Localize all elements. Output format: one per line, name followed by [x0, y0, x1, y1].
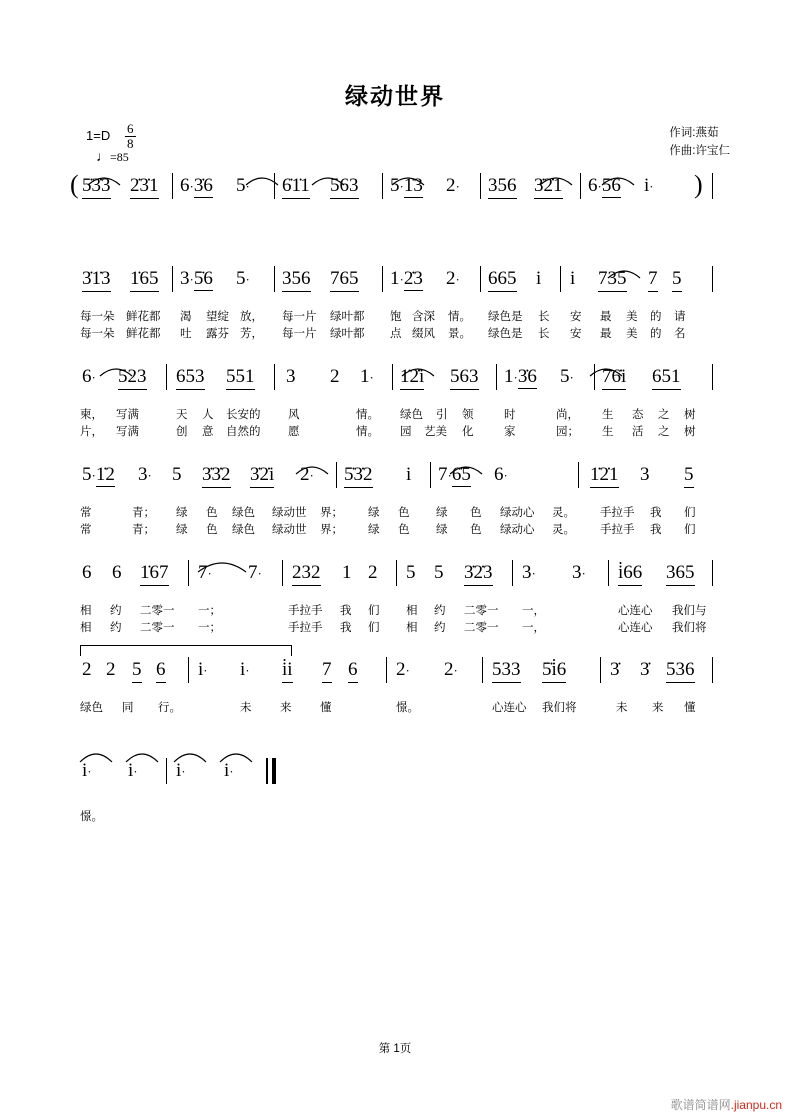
time-signature-numerator: 6 [127, 121, 134, 136]
note-group: 563 [330, 175, 359, 199]
note-group: 5 [172, 464, 182, 485]
composer: 作曲:许宝仁 [669, 145, 730, 158]
note-group: 7· [198, 562, 212, 583]
note-group: 3̇1̇3 [82, 268, 111, 292]
barline [608, 560, 609, 586]
note-group: i· [176, 760, 186, 781]
note-group: 6 [112, 562, 122, 583]
note-group: 3· [138, 464, 152, 485]
note-group: 3̇ [610, 659, 620, 680]
barline [274, 364, 275, 390]
barline [382, 266, 383, 292]
note-group: 563 [450, 366, 479, 390]
barline [166, 364, 167, 390]
page-footer: 第 1页 [378, 1043, 412, 1055]
note-group: 3̇2̇1 [534, 175, 563, 199]
note-group: 3̇ [640, 659, 650, 680]
note-group: 6· [494, 464, 508, 485]
system-1-notes [0, 170, 790, 209]
note-group: 6 [348, 659, 358, 683]
note-group: 5·1̇3 [390, 175, 423, 196]
note-group: 7· [248, 562, 262, 583]
note-group: i [406, 464, 412, 485]
watermark-site: .jianpu.cn [730, 1098, 782, 1112]
barline [282, 560, 283, 586]
system-3-lyrics-verse2: 片， 写满 创 意 自然的 愿 情。 园 艺美 化 家 园； 生 活 之 树 [80, 426, 696, 438]
page-title: 绿动世界 [345, 83, 445, 109]
watermark-text: 歌谱简谱网 [670, 1098, 731, 1112]
note-group: 5 [406, 562, 416, 583]
system-4-lyrics-verse2: 常 青； 绿 色 绿色 绿动世 界； 绿 色 绿 色 绿动心 灵。 手拉手 我 们 [80, 524, 696, 536]
barline [188, 657, 189, 683]
note-group: 1· [360, 366, 374, 387]
barline [512, 560, 513, 586]
note-group: i· [644, 175, 654, 196]
note-group: 5̇i̇6 [542, 659, 566, 683]
note-group: 356 [282, 268, 311, 292]
note-group: 5 [684, 464, 694, 488]
note-group: 765 [330, 268, 359, 292]
barline [482, 657, 483, 683]
note-group: 356 [488, 175, 517, 199]
note-group: 6 [156, 659, 166, 683]
system-6-lyrics: 绿色 同 行。 未 来 懂 憬。 心连心 我们将 未 来 懂 [80, 702, 696, 714]
note-group: 2· [446, 268, 460, 289]
time-signature-denominator: 8 [127, 135, 134, 151]
note-group: 6· [82, 366, 96, 387]
barline [712, 364, 713, 390]
repeat-paren-close: ) [694, 170, 703, 199]
note-group: 2 [330, 366, 340, 387]
note-group: 5 [132, 659, 142, 683]
note-group: 5 [434, 562, 444, 583]
barline [712, 266, 713, 292]
barline [712, 657, 713, 683]
tempo-marking [96, 150, 129, 166]
note-group: i· [240, 659, 250, 680]
note-group: 5 [672, 268, 682, 292]
note-group: 2 [82, 659, 92, 680]
note-group: 1 [342, 562, 352, 583]
note-group: 3· [572, 562, 586, 583]
note-group: i [536, 268, 542, 289]
note-group: i· [198, 659, 208, 680]
note-group: 2̇3̇1 [130, 175, 159, 199]
note-group: i· [224, 760, 234, 781]
barline [600, 657, 601, 683]
barline [172, 173, 173, 199]
lyricist: 作词:燕茹 [669, 127, 719, 139]
barline [336, 462, 337, 488]
note-group: 7̇6̇i [602, 366, 626, 390]
note-group: 653 [176, 366, 205, 390]
note-group: 7·6̇5 [438, 464, 471, 485]
note-group: 533 [492, 659, 521, 683]
note-group: 5̇3̇2 [344, 464, 373, 488]
note-group: 2· [444, 659, 458, 680]
system-3-notes [0, 366, 790, 400]
system-7-lyrics: 憬。 [80, 811, 103, 823]
note-group: i· [82, 760, 92, 781]
note-group: 1̇65 [130, 268, 159, 292]
barline [480, 266, 481, 292]
system-6-notes [0, 659, 790, 693]
system-3 [0, 366, 790, 440]
note-group: 665 [488, 268, 517, 292]
note-group: 5· [236, 268, 250, 289]
barline [496, 364, 497, 390]
final-barline-thin [266, 758, 268, 784]
note-group: 3̇2̇i [250, 464, 274, 488]
note-group: 1̇2̇1 [590, 464, 619, 488]
repeat-paren-open: ( [70, 170, 79, 199]
system-2 [0, 268, 790, 342]
note-group: 3·5̇6 [180, 268, 213, 289]
note-group: 551 [226, 366, 255, 390]
system-5-lyrics-verse2: 相 约 二零一 一； 手拉手 我 们 相 约 二零一 一， 心连心 我们将 [80, 622, 707, 634]
system-2-lyrics-verse2: 每一朵 鲜花都 吐 露芬 芳， 每一片 绿叶都 点 缀风 景。 绿色是 长 安 最 美 的 名 [80, 328, 686, 340]
note-group: 1̇2̇i [400, 366, 424, 390]
system-7 [0, 748, 790, 825]
note-group: 735 [598, 268, 627, 292]
note-group: 6 [82, 562, 92, 583]
barline [166, 758, 167, 784]
note-group: 5· [236, 175, 250, 196]
barline [430, 462, 431, 488]
system-4 [0, 464, 790, 538]
barline [396, 560, 397, 586]
system-5-lyrics-verse1: 相 约 二零一 一； 手拉手 我 们 相 约 二零一 一， 心连心 我们与 [80, 605, 707, 617]
note-group: 3̇3̇2 [202, 464, 231, 488]
note-group: 523 [118, 366, 147, 390]
barline [188, 560, 189, 586]
system-1 [0, 170, 790, 209]
note-group: 7 [648, 268, 658, 292]
system-5-notes [0, 562, 790, 596]
note-group: 3 [286, 366, 296, 387]
system-5 [0, 562, 790, 636]
barline [578, 462, 579, 488]
note-group: 1·2̇3 [390, 268, 423, 289]
key-signature: 1=D [86, 128, 111, 143]
system-3-lyrics-verse1: 柬， 写满 天 人 长安的 风 情。 绿色 引 领 时 尚， 生 态 之 树 [80, 409, 696, 421]
note-group: 6·5̇6 [588, 175, 621, 196]
note-group: 1·3̇6 [504, 366, 537, 387]
note-group: 5·1̇2 [82, 464, 115, 485]
credits [669, 124, 730, 161]
repeat-bracket [80, 645, 292, 656]
barline [274, 173, 275, 199]
note-group: 3· [522, 562, 536, 583]
system-6 [0, 655, 790, 716]
tempo-value: =85 [110, 150, 129, 164]
note-group: 3̇2̇3 [464, 562, 493, 586]
note-group: i· [128, 760, 138, 781]
note-group: 5̇3̇3 [82, 175, 111, 199]
barline [594, 364, 595, 390]
note-group: i̇i [282, 659, 293, 683]
barline [392, 364, 393, 390]
barline [274, 266, 275, 292]
barline [712, 173, 713, 199]
note-group: 6·3̇6 [180, 175, 213, 196]
note-group: 1̇67 [140, 562, 169, 586]
system-2-lyrics-verse1: 每一朵 鲜花都 渴 望绽 放， 每一片 绿叶都 饱 含深 情。 绿色是 长 安 最 美 的 请 [80, 311, 686, 323]
barline [560, 266, 561, 292]
time-signature [125, 122, 136, 150]
barline [480, 173, 481, 199]
barline [382, 173, 383, 199]
note-group: 2· [446, 175, 460, 196]
system-4-lyrics-verse1: 常 青； 绿 色 绿色 绿动世 界； 绿 色 绿 色 绿动心 灵。 手拉手 我 们 [80, 507, 696, 519]
system-7-notes [0, 760, 790, 794]
barline [580, 173, 581, 199]
note-group: 5· [560, 366, 574, 387]
system-4-notes [0, 464, 790, 498]
note-group: 2 [106, 659, 116, 680]
barline [386, 657, 387, 683]
note-group: 2· [396, 659, 410, 680]
barline [712, 560, 713, 586]
note-group: 651 [652, 366, 681, 390]
system-2-notes [0, 268, 790, 302]
quarter-note-icon: ♩ [96, 150, 110, 165]
note-group: 365 [666, 562, 695, 586]
note-group: 7 [322, 659, 332, 683]
note-group: 3 [640, 464, 650, 485]
note-group: 6̇1̇1 [282, 175, 310, 199]
barline [172, 266, 173, 292]
note-group: 232 [292, 562, 321, 586]
note-group: i [570, 268, 576, 289]
final-barline-thick [272, 758, 276, 784]
note-group: 536 [666, 659, 695, 683]
note-group: i̇66 [618, 562, 642, 586]
watermark [671, 1096, 782, 1113]
note-group: 2· [300, 464, 314, 485]
note-group: 2 [368, 562, 378, 583]
